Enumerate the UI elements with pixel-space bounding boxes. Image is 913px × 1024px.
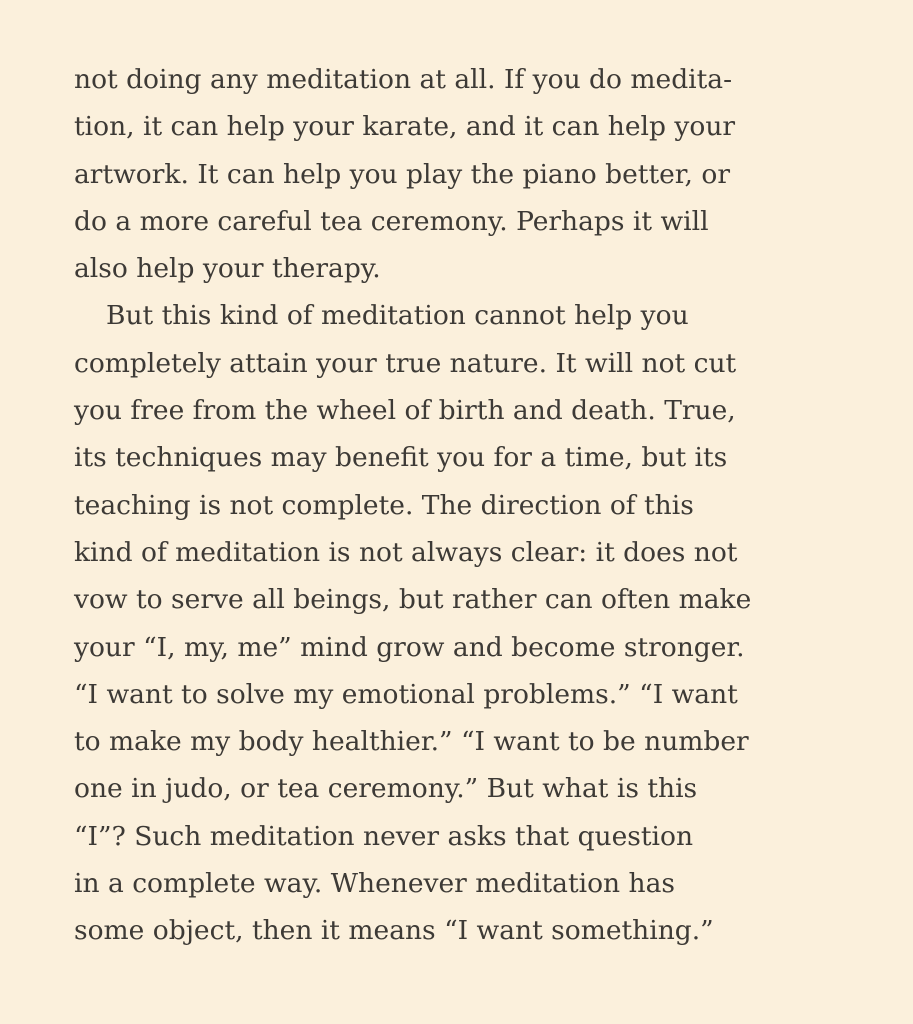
- text-line: kind of meditation is not always clear: it does not: [74, 536, 738, 568]
- text-line: its techniques may benefit you for a time, but its: [74, 442, 728, 474]
- text-line: teaching is not complete. The direction of this: [74, 489, 694, 521]
- text-line: tion, it can help your karate, and it can help your: [74, 111, 736, 143]
- text-line: artwork. It can help you play the piano better, or: [74, 158, 731, 190]
- text-line: your “I, my, me” mind grow and become stronger.: [74, 631, 745, 663]
- paragraph-1: [74, 56, 913, 292]
- text-line: one in judo, or tea ceremony.” But what is this: [74, 773, 698, 805]
- text-line: some object, then it means “I want something.”: [74, 915, 714, 947]
- text-line: “I”? Such meditation never asks that question: [74, 820, 694, 852]
- text-line: in a complete way. Whenever meditation has: [74, 868, 675, 900]
- text-line: do a more careful tea ceremony. Perhaps it will: [74, 205, 709, 237]
- text-line: completely attain your true nature. It will not cut: [74, 347, 737, 379]
- text-line: vow to serve all beings, but rather can often make: [74, 584, 752, 616]
- paragraph-2: [74, 292, 913, 954]
- text-line: But this kind of meditation cannot help you: [106, 300, 689, 332]
- text-line: not doing any meditation at all. If you do medita-: [74, 64, 733, 95]
- text-line: to make my body healthier.” “I want to be number: [74, 726, 749, 758]
- text-line: you free from the wheel of birth and death. True,: [74, 395, 736, 427]
- text-line: also help your therapy.: [74, 253, 381, 285]
- text-line: “I want to solve my emotional problems.” “I want: [74, 678, 738, 710]
